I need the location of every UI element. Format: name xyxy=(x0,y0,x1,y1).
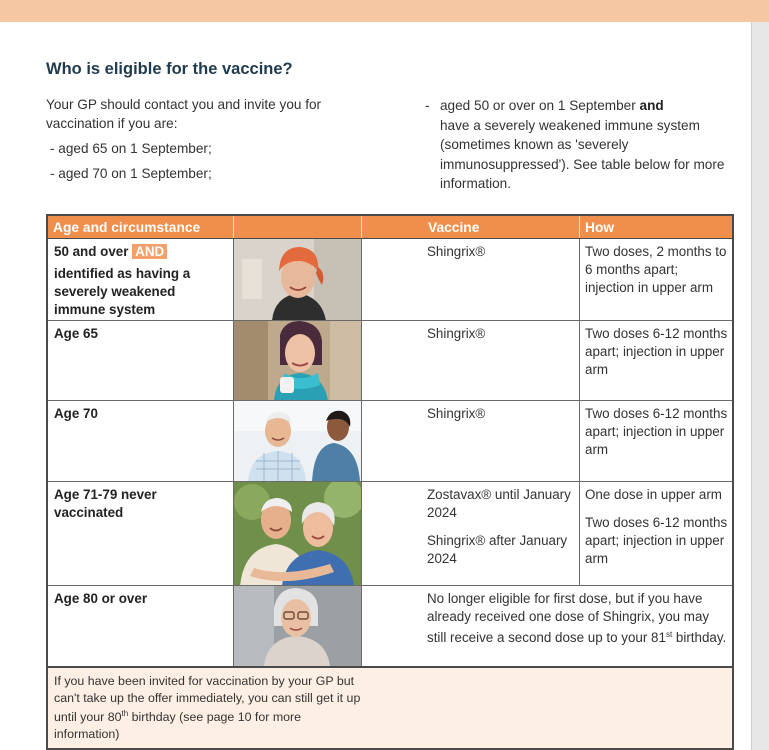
cell-circumstance xyxy=(48,401,234,481)
note-end: birthday (see page 10 for more information) xyxy=(54,710,302,741)
cell-how xyxy=(580,482,732,585)
merged-text: No longer eligible for first dose, but if you have already received one dose of Shingrix, you may still receive a second dose up to your 81 xyxy=(427,591,710,645)
circ-text: Age 71-79 never vaccinated xyxy=(54,487,157,520)
circ-text: Age 80 or over xyxy=(54,591,148,606)
intro-right-part1: aged 50 or over on 1 September xyxy=(440,98,636,113)
photo-woman-scarf-mug xyxy=(234,321,362,400)
photo-elderly-woman-glasses xyxy=(234,586,362,666)
intro-bullet-65: - aged 65 on 1 September; xyxy=(50,141,212,156)
and-badge: AND xyxy=(132,244,167,259)
cell-how: Two doses 6-12 months apart; injection in upper arm xyxy=(585,406,728,457)
intro-right-part2: have a severely weakened immune system (sometimes known as 'severely immunosuppressed'). See table below for more information. xyxy=(440,117,725,191)
cell-how: Two doses, 2 months to 6 months apart; injection in upper arm xyxy=(585,244,727,295)
cell-vaccine: Shingrix® xyxy=(362,239,580,320)
table-footnote xyxy=(46,668,734,750)
note-sup: th xyxy=(121,709,129,718)
header-how: How xyxy=(585,220,615,235)
cell-vaccine: Shingrix® xyxy=(362,401,580,481)
cell-circumstance xyxy=(48,239,234,320)
table-header xyxy=(46,214,734,238)
intro-right-bold: and xyxy=(639,98,664,113)
how-one-dose: One dose in upper arm xyxy=(585,487,722,502)
cell-circumstance xyxy=(48,482,234,585)
intro-right-dash: - xyxy=(425,98,430,113)
cell-merged-ineligible xyxy=(362,586,732,666)
cell-circumstance xyxy=(48,321,234,400)
how-two-doses: Two doses 6-12 months apart; injection in upper arm xyxy=(585,515,728,566)
header-vaccine: Vaccine xyxy=(362,216,580,238)
top-band xyxy=(0,0,769,22)
vaccine-zostavax: Zostavax® until January 2024 xyxy=(427,487,571,520)
photo-man-with-nurse xyxy=(234,401,362,481)
merged-sup: st xyxy=(665,630,673,639)
note-text: If you have been invited for vaccination by your GP but can't take up the offer immediately, you can still get it up until your 80 xyxy=(54,674,361,724)
page-heading: Who is eligible for the vaccine? xyxy=(46,60,293,78)
cell-vaccine xyxy=(362,482,580,585)
intro-right xyxy=(425,96,725,194)
eligibility-table xyxy=(46,214,734,750)
intro-left xyxy=(46,95,376,183)
table-row xyxy=(48,321,732,401)
table-row xyxy=(48,586,732,666)
vaccine-shingrix-after: Shingrix® after January 2024 xyxy=(427,533,568,566)
table-row xyxy=(48,239,732,321)
cell-circumstance xyxy=(48,586,234,666)
header-photo xyxy=(234,216,362,238)
table-row xyxy=(48,401,732,482)
cell-how: Two doses 6-12 months apart; injection in upper arm xyxy=(585,326,728,377)
photo-couple-hugging xyxy=(234,482,362,585)
photo-woman-headscarf xyxy=(234,239,362,320)
cell-vaccine: Shingrix® xyxy=(362,321,580,400)
table-row xyxy=(48,482,732,586)
circ-text: Age 70 xyxy=(54,406,98,421)
table-body xyxy=(46,238,734,668)
header-age: Age and circumstance xyxy=(48,216,234,238)
circ-text: Age 65 xyxy=(54,326,98,341)
scroll-gutter xyxy=(751,22,769,750)
circ-text-2: identified as having a severely weakened immune system xyxy=(54,266,191,317)
merged-end: birthday. xyxy=(672,630,727,645)
intro-lead: Your GP should contact you and invite you for vaccination if you are: xyxy=(46,97,322,131)
circ-text: 50 and over xyxy=(54,244,129,259)
intro-bullet-70: - aged 70 on 1 September; xyxy=(50,166,212,181)
